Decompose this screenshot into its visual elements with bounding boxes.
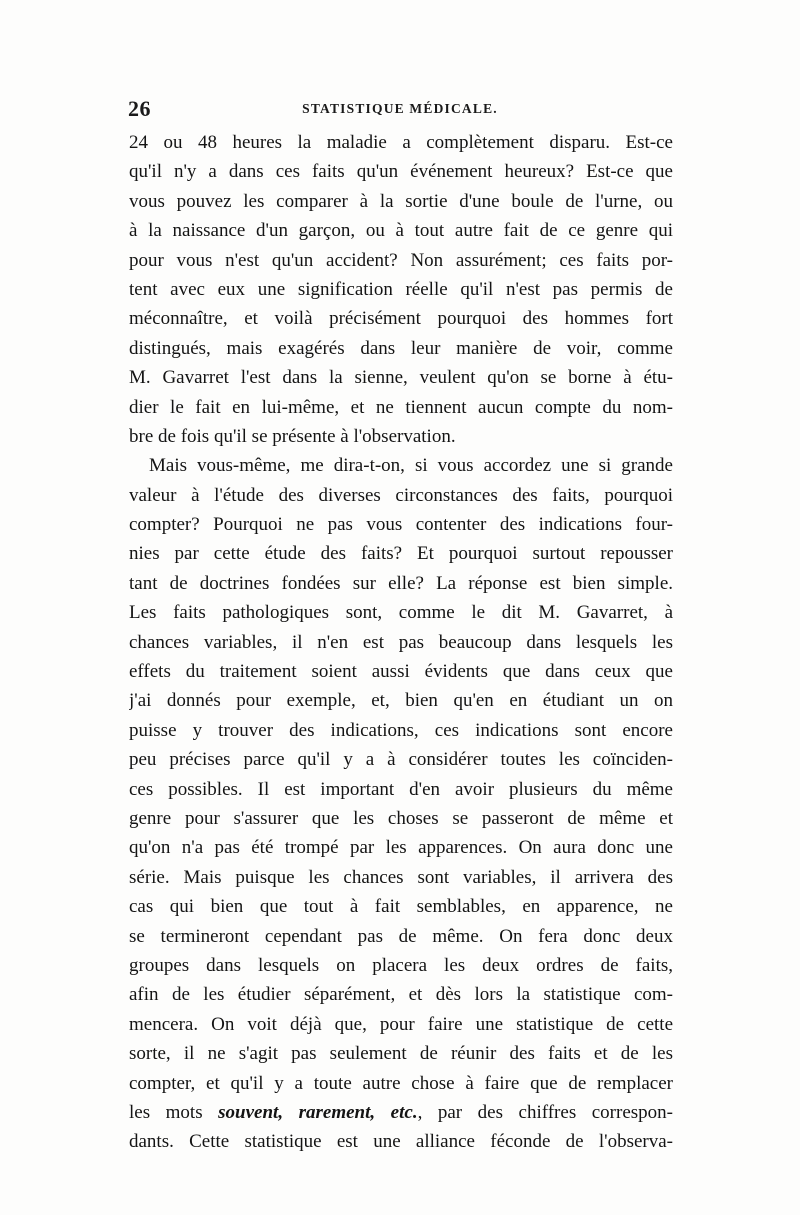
text-line: dier le fait en lui-même, et ne tiennent aucun compte du nom- — [129, 396, 673, 418]
text-line-with-italics — [129, 1098, 673, 1127]
text-line: dants. Cette statistique est une alliance féconde de l'observa- — [129, 1131, 673, 1153]
text-line: M. Gavarret l'est dans la sienne, veulent qu'on se borne à étu- — [129, 367, 673, 389]
text-line: méconnaître, et voilà précisément pourquoi des hommes fort — [129, 308, 673, 330]
text-line: compter? Pourquoi ne pas vous contenter des indications four- — [129, 514, 673, 536]
text-line: afin de les étudier séparément, et dès lors la statistique com- — [129, 984, 673, 1006]
text-line: vous pouvez les comparer à la sortie d'une boule de l'urne, ou — [129, 190, 673, 212]
text-line: sorte, il ne s'agit pas seulement de réunir des faits et de les — [129, 1043, 673, 1065]
text-line: chances variables, il n'en est pas beaucoup dans lesquels les — [129, 631, 673, 653]
page-header — [126, 96, 674, 122]
text-line: j'ai donnés pour exemple, et, bien qu'en en étudiant un on — [129, 690, 673, 712]
text-line: Les faits pathologiques sont, comme le dit M. Gavarret, à — [129, 602, 673, 624]
body-text — [129, 128, 673, 1157]
text-line: peu précises parce qu'il y a à considérer toutes les coïnciden- — [129, 749, 673, 771]
text-line: à la naissance d'un garçon, ou à tout autre fait de ce genre qui — [129, 220, 673, 242]
text-line: genre pour s'assurer que les choses se passeront de même et — [129, 807, 673, 829]
running-title: STATISTIQUE MÉDICALE. — [302, 101, 498, 116]
text-line: groupes dans lesquels on placera les deux ordres de faits, — [129, 954, 673, 976]
text-fragment: , par des chiffres correspon- — [417, 1101, 673, 1123]
text-line: qu'on n'a pas été trompé par les apparences. On aura donc une — [129, 837, 673, 859]
text-line: mencera. On voit déjà que, pour faire une statistique de cette — [129, 1013, 673, 1035]
text-line: qu'il n'y a dans ces faits qu'un événement heureux? Est-ce que — [129, 161, 673, 183]
text-line: ces possibles. Il est important d'en avoir plusieurs du même — [129, 778, 673, 800]
italic-phrase: souvent, rarement, etc. — [218, 1101, 418, 1123]
text-line: valeur à l'étude des diverses circonstances des faits, pourquoi — [129, 484, 673, 506]
text-line: tant de doctrines fondées sur elle? La réponse est bien simple. — [129, 572, 673, 594]
text-fragment: les mots — [129, 1101, 219, 1123]
text-line: effets du traitement soient aussi évidents que dans ceux que — [129, 661, 673, 683]
text-line: série. Mais puisque les chances sont variables, il arrivera des — [129, 866, 673, 888]
text-line: 24 ou 48 heures la maladie a complètement disparu. Est-ce — [129, 132, 673, 153]
text-line: cas qui bien que tout à fait semblables, en apparence, ne — [129, 896, 673, 918]
text-line: distingués, mais exagérés dans leur manière de voir, comme — [129, 337, 673, 359]
page-number: 26 — [128, 96, 151, 121]
text-line: compter, et qu'il y a toute autre chose à faire que de remplacer — [129, 1072, 673, 1094]
text-line: puisse y trouver des indications, ces indications sont encore — [129, 719, 673, 741]
paragraph — [129, 451, 673, 1156]
paragraph — [129, 128, 673, 451]
text-line: tent avec eux une signification réelle qu'il n'est pas permis de — [129, 278, 673, 300]
text-line: nies par cette étude des faits? Et pourquoi surtout repousser — [129, 543, 673, 565]
text-line: pour vous n'est qu'un accident? Non assurément; ces faits por- — [129, 249, 673, 271]
text-line: Mais vous-même, me dira-t-on, si vous accordez une si grande — [149, 455, 673, 477]
text-line: bre de fois qu'il se présente à l'observation. — [129, 425, 456, 447]
text-line: se termineront cependant pas de même. On fera donc deux — [129, 925, 673, 947]
